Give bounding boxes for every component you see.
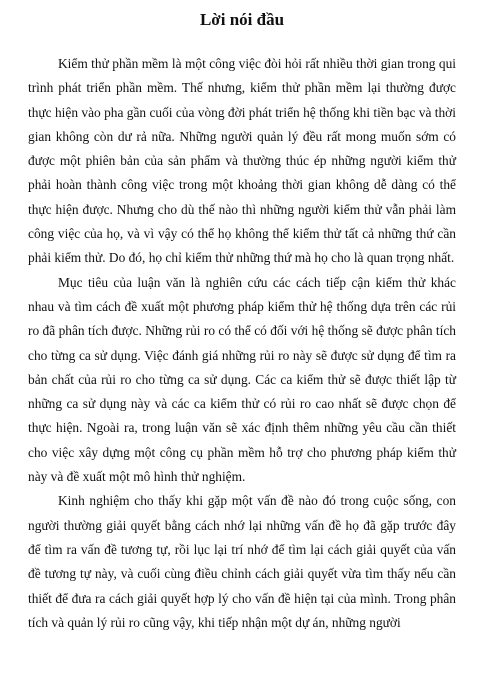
page-title: Lời nói đầu (199, 10, 285, 29)
paragraph-3: Kinh nghiệm cho thấy khi gặp một vấn đề nào đó trong cuộc sống, con người thường giải quyết bằng cách nhớ lại những vấn đề họ đã gặp trước đây để tìm ra vấn đề tương tự, rồi lục lại trí nhớ để tìm lại cách giải quyết của vấn đề tương tự này, và cuối cùng điều chỉnh cách giải quyết vừa tìm thấy nếu cần thiết để đưa ra cách giải quyết hợp lý cho vấn đề hiện tại của mình. Trong phân tích và quản lý rủi ro cũng vậy, khi tiếp nhận một dự án, những người (28, 493, 456, 630)
paragraph-1: Kiểm thử phần mềm là một công việc đòi hỏi rất nhiều thời gian trong qui trình phát triển phần mềm. Thế nhưng, kiểm thử phần mềm lại thường được thực hiện vào pha gần cuối của vòng đời phát triển hệ thống khi tiền bạc và thời gian không còn dư rả nữa. Những người quản lý đều rất mong muốn sớm có được một phiên bản của sản phẩm và thường thúc ép những người kiểm thử phải hoàn thành công việc trong một khoảng thời gian không dễ dàng có thể thực hiện được. Nhưng cho dù thế nào thì những người kiểm thử vẫn phải làm công việc của họ, và vì vậy có thể họ không thể kiểm thử tất cả những thứ cần phải kiểm thử. Do đó, họ chỉ kiểm thử những thứ mà họ cho là quan trọng nhất. (28, 56, 456, 266)
paragraph-2: Mục tiêu của luận văn là nghiên cứu các cách tiếp cận kiểm thử khác nhau và tìm cách đề xuất một phương pháp kiểm thử hệ thống dựa trên các rủi ro đã phân tích được. Những rủi ro có thể có đối với hệ thống sẽ được phân tích cho từng ca sử dụng. Việc đánh giá những rủi ro này sẽ được sử dụng để tìm ra bản chất của rủi ro cho từng ca sử dụng. Các ca kiểm thử sẽ được thiết lập từ những ca sử dụng này và các ca kiểm thử có rủi ro cao nhất sẽ được chọn để thực hiện. Ngoài ra, trong luận văn sẽ xác định thêm những yêu cầu cần thiết cho việc xây dựng một công cụ phần mềm hỗ trợ cho phương pháp kiểm thử này và đề xuất một mô hình thử nghiệm. (28, 274, 456, 485)
